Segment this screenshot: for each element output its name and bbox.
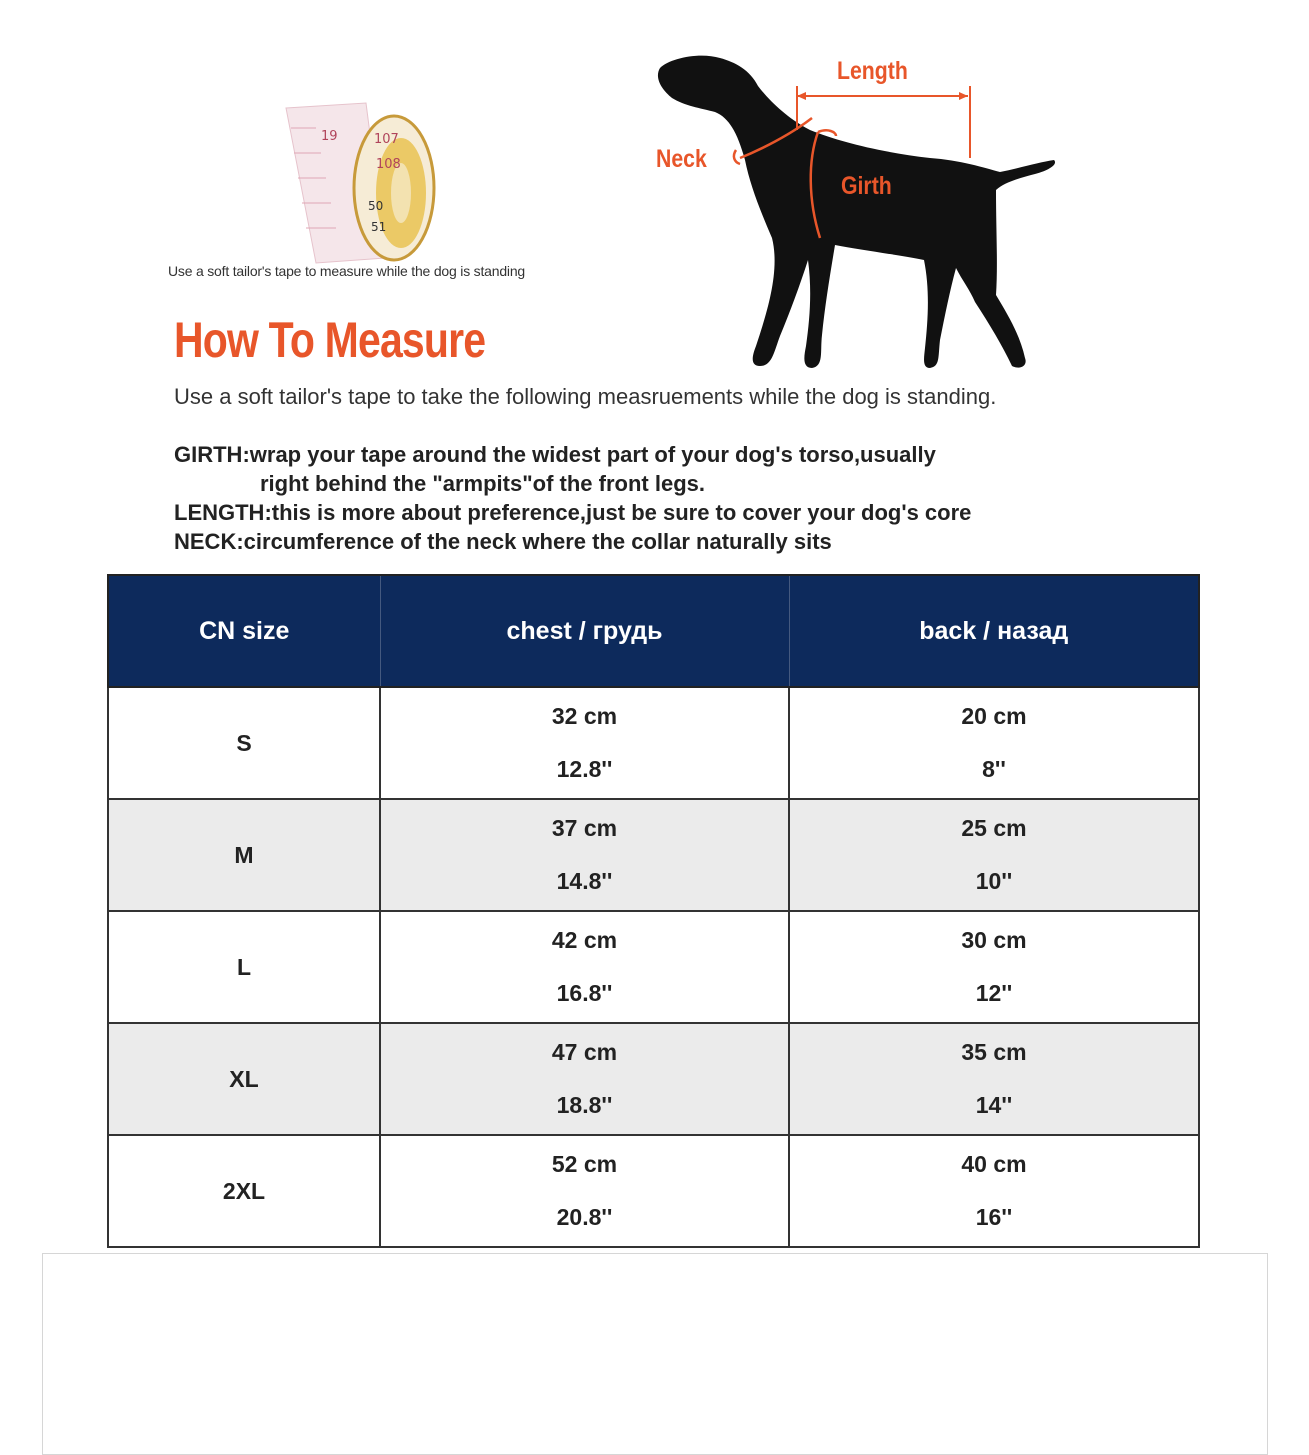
back-inches: 10'' xyxy=(975,868,1013,894)
dog-silhouette-image xyxy=(640,40,1080,380)
table-row xyxy=(108,911,1199,1023)
table-row xyxy=(108,687,1199,799)
chest-inches: 20.8'' xyxy=(556,1204,613,1230)
back-inches: 14'' xyxy=(975,1092,1013,1118)
chest-inches: 12.8'' xyxy=(556,756,613,782)
size-cell: 2XL xyxy=(108,1135,380,1247)
column-header-chest: chest / грудь xyxy=(380,575,789,687)
back-cm: 35 cm xyxy=(961,1039,1027,1065)
chest-cell xyxy=(380,911,789,1023)
back-cm: 40 cm xyxy=(961,1151,1027,1177)
chest-cm: 42 cm xyxy=(551,927,618,953)
back-cell xyxy=(789,1135,1199,1247)
chest-cm: 32 cm xyxy=(551,703,618,729)
size-cell: L xyxy=(108,911,380,1023)
chest-cell xyxy=(380,799,789,911)
column-header-back: back / назад xyxy=(789,575,1199,687)
svg-text:108: 108 xyxy=(376,157,401,172)
back-cm: 30 cm xyxy=(961,927,1027,953)
chest-cell xyxy=(380,1135,789,1247)
measuring-tape-image xyxy=(276,98,446,268)
page-title: How To Measure xyxy=(174,312,486,368)
back-cell xyxy=(789,799,1199,911)
back-cell xyxy=(789,911,1199,1023)
chest-cm: 37 cm xyxy=(551,815,618,841)
size-chart-table xyxy=(107,574,1200,1248)
size-cell: M xyxy=(108,799,380,911)
chest-cm: 52 cm xyxy=(551,1151,618,1177)
intro-text: Use a soft tailor's tape to take the following measruements while the dog is standing. xyxy=(174,384,997,409)
svg-text:19: 19 xyxy=(321,129,338,144)
back-cm: 25 cm xyxy=(961,815,1027,841)
tape-caption: Use a soft tailor's tape to measure while the dog is standing xyxy=(168,263,526,279)
size-cell: XL xyxy=(108,1023,380,1135)
back-inches: 8'' xyxy=(982,756,1006,782)
girth-instruction-continued: right behind the "armpits"of the front legs. xyxy=(260,471,705,496)
chest-inches: 16.8'' xyxy=(556,980,613,1006)
chest-inches: 14.8'' xyxy=(556,868,613,894)
girth-instruction: GIRTH:wrap your tape around the widest part of your dog's torso,usually xyxy=(174,442,936,467)
neck-instruction: NECK:circumference of the neck where the collar naturally sits xyxy=(174,529,832,554)
neck-label: Neck xyxy=(656,145,707,173)
girth-label: Girth xyxy=(841,172,892,200)
back-cell xyxy=(789,687,1199,799)
svg-text:50: 50 xyxy=(368,199,384,213)
blank-content-panel xyxy=(42,1253,1268,1455)
chest-inches: 18.8'' xyxy=(556,1092,613,1118)
table-header-row xyxy=(108,575,1199,687)
column-header-size: CN size xyxy=(108,575,380,687)
length-instruction: LENGTH:this is more about preference,just be sure to cover your dog's core xyxy=(174,500,972,525)
table-row xyxy=(108,1135,1199,1247)
back-cell xyxy=(789,1023,1199,1135)
svg-text:51: 51 xyxy=(371,220,387,234)
back-inches: 12'' xyxy=(975,980,1013,1006)
table-row xyxy=(108,799,1199,911)
chest-cell xyxy=(380,1023,789,1135)
svg-text:107: 107 xyxy=(374,132,399,147)
chest-cm: 47 cm xyxy=(551,1039,618,1065)
chest-cell xyxy=(380,687,789,799)
size-cell: S xyxy=(108,687,380,799)
table-row xyxy=(108,1023,1199,1135)
length-label: Length xyxy=(837,57,908,85)
back-cm: 20 cm xyxy=(961,703,1027,729)
back-inches: 16'' xyxy=(975,1204,1013,1230)
